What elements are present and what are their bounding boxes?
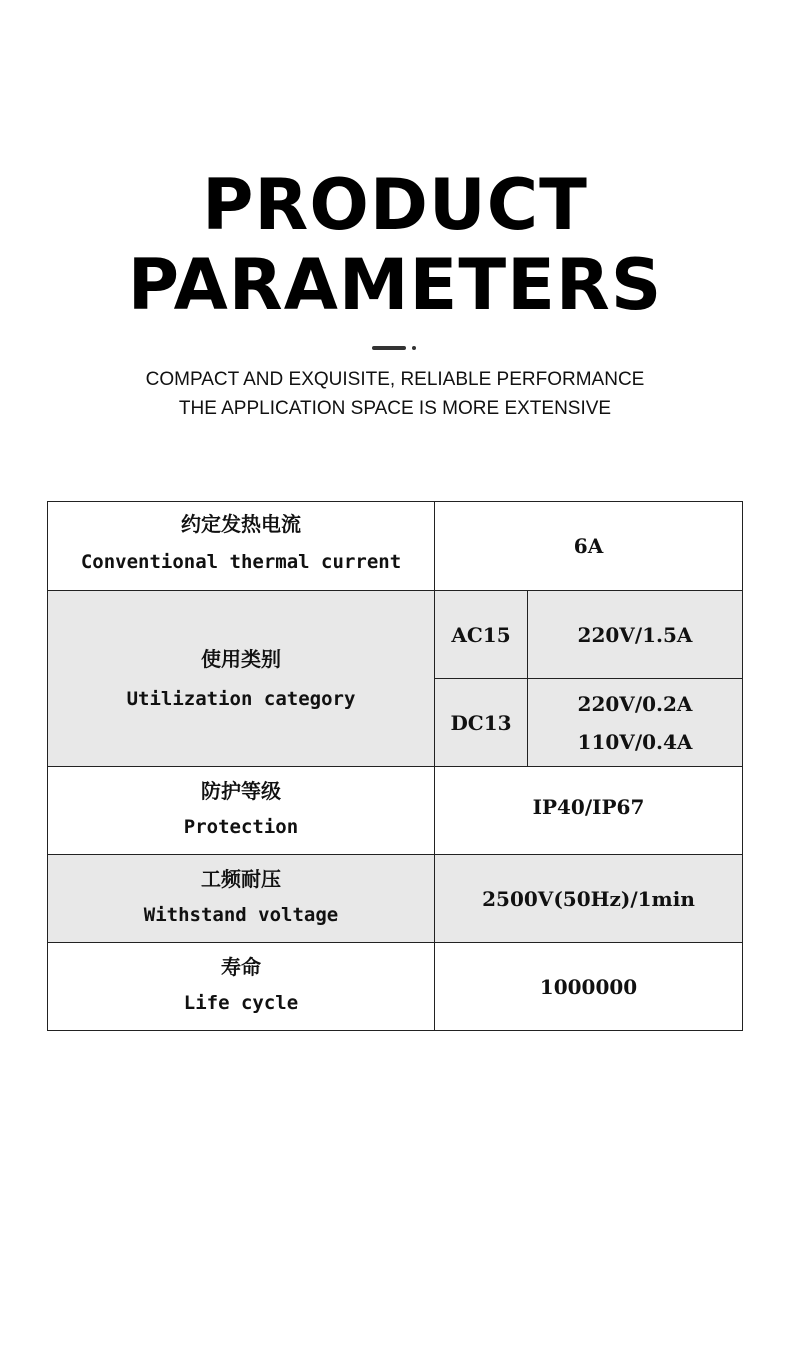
label-en-thermal-current: Conventional thermal current	[80, 551, 402, 573]
value-cell-withstand-voltage	[435, 855, 743, 943]
label-en-protection: Protection	[183, 815, 299, 838]
label-zh-utilization: 使用类别	[201, 646, 281, 671]
value-cell-dc13	[528, 679, 743, 767]
table-row-thermal-current	[48, 502, 743, 591]
divider-dot	[412, 346, 416, 350]
page-title-line-1: PRODUCT	[202, 164, 588, 246]
table-row-protection	[48, 767, 743, 855]
subtitle-line-1: COMPACT AND EXQUISITE, RELIABLE PERFORMANCE	[145, 369, 645, 390]
value-ac15: 220V/1.5A	[577, 622, 693, 647]
value-dc13-line-2: 110V/0.4A	[577, 729, 693, 754]
table-row-life-cycle	[48, 943, 743, 1031]
table-row-utilization-ac	[48, 591, 743, 679]
label-zh-protection: 防护等级	[201, 778, 281, 803]
value-dc13-line-1: 220V/0.2A	[577, 691, 693, 716]
category-dc13: DC13	[450, 710, 512, 735]
label-cell-protection	[48, 767, 435, 855]
value-protection: IP40/IP67	[532, 794, 645, 819]
label-cell-life-cycle	[48, 943, 435, 1031]
label-cell-withstand-voltage	[48, 855, 435, 943]
label-zh-thermal-current: 约定发热电流	[181, 512, 301, 536]
value-cell-protection	[435, 767, 743, 855]
title-divider	[372, 346, 418, 351]
category-cell-ac15	[435, 591, 528, 679]
label-cell-utilization	[48, 591, 435, 767]
label-en-withstand-voltage: Withstand voltage	[143, 903, 339, 926]
value-cell-thermal-current	[435, 502, 743, 591]
value-withstand-voltage: 2500V(50Hz)/1min	[482, 886, 695, 911]
table-row-withstand-voltage	[48, 855, 743, 943]
divider-bar	[372, 346, 406, 350]
subtitle-line-2: THE APPLICATION SPACE IS MORE EXTENSIVE	[178, 398, 612, 419]
label-zh-withstand-voltage: 工频耐压	[201, 866, 281, 891]
parameters-table	[47, 501, 743, 1031]
label-en-utilization: Utilization category	[126, 687, 356, 710]
category-ac15: AC15	[451, 622, 511, 647]
label-en-life-cycle: Life cycle	[183, 991, 299, 1014]
label-cell-thermal-current	[48, 502, 435, 591]
value-life-cycle: 1000000	[539, 974, 638, 999]
label-zh-life-cycle: 寿命	[221, 954, 261, 979]
value-cell-ac15	[528, 591, 743, 679]
page-title-line-2: PARAMETERS	[127, 244, 663, 326]
category-cell-dc13	[435, 679, 528, 767]
value-thermal-current: 6A	[573, 534, 604, 558]
value-cell-life-cycle	[435, 943, 743, 1031]
